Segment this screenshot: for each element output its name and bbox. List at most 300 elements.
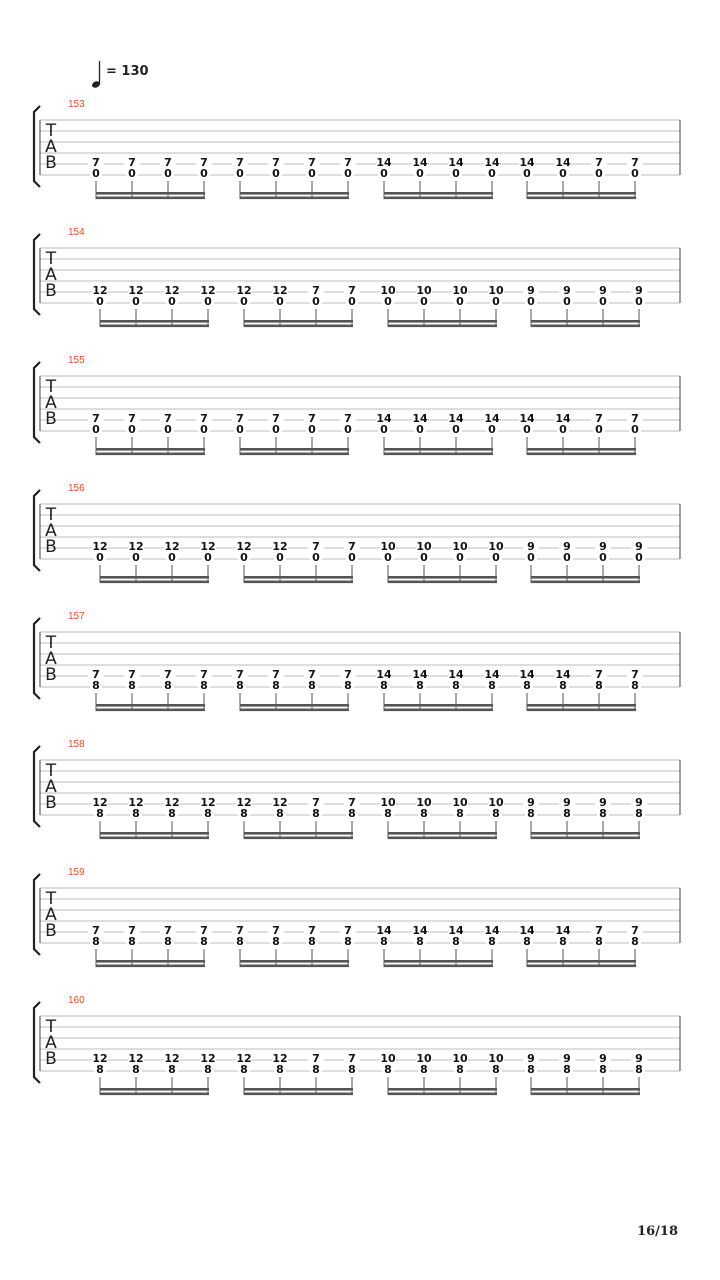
fret-number-bottom: 8 [380, 679, 388, 692]
fret-number-top: 7 [631, 156, 639, 169]
fret-number-top: 7 [312, 796, 320, 809]
beam-primary [531, 1088, 640, 1091]
beam-secondary [100, 1093, 209, 1096]
beam-secondary [96, 197, 205, 200]
beam-primary [384, 704, 493, 707]
fret-number-top: 9 [563, 1052, 571, 1065]
tab-letter-b: B [45, 281, 57, 301]
fret-number-top: 12 [92, 796, 108, 809]
fret-number-top: 12 [164, 796, 180, 809]
fret-number-top: 7 [92, 924, 100, 937]
beam-secondary [244, 837, 353, 840]
fret-number-bottom: 0 [631, 423, 639, 436]
beam-secondary [531, 837, 640, 840]
fret-number-bottom: 8 [200, 679, 208, 692]
beam-secondary [240, 965, 349, 968]
system-153 [34, 99, 680, 199]
fret-number-bottom: 0 [348, 295, 356, 308]
fret-number-bottom: 8 [492, 807, 500, 820]
measure-number: 158 [68, 739, 85, 750]
measure-number: 153 [68, 99, 85, 110]
fret-number-top: 7 [200, 412, 208, 425]
fret-number-top: 14 [519, 156, 535, 169]
fret-number-top: 12 [236, 796, 252, 809]
fret-number-top: 14 [376, 924, 392, 937]
beam-secondary [388, 325, 497, 328]
tab-letter-b: B [45, 409, 57, 429]
beam-primary [240, 448, 349, 451]
fret-number-bottom: 8 [559, 935, 567, 948]
beam-primary [388, 1088, 497, 1091]
fret-number-top: 10 [380, 796, 396, 809]
fret-number-bottom: 8 [164, 679, 172, 692]
beam-primary [240, 192, 349, 195]
fret-number-top: 14 [555, 412, 571, 425]
fret-number-top: 12 [92, 284, 108, 297]
fret-number-bottom: 8 [344, 935, 352, 948]
tab-letter-a: A [45, 905, 57, 925]
beam-secondary [388, 1093, 497, 1096]
fret-number-bottom: 8 [132, 1063, 140, 1076]
beam-secondary [100, 325, 209, 328]
tab-letter-t: T [45, 633, 57, 653]
fret-number-bottom: 8 [595, 679, 603, 692]
tab-letter-b: B [45, 1049, 57, 1069]
fret-number-bottom: 0 [312, 551, 320, 564]
system-158 [34, 739, 680, 839]
system-160 [34, 995, 680, 1095]
tab-letter-t: T [45, 1017, 57, 1037]
beam-primary [244, 320, 353, 323]
fret-number-top: 12 [236, 1052, 252, 1065]
beam-secondary [384, 709, 493, 712]
fret-number-bottom: 8 [128, 935, 136, 948]
fret-number-bottom: 0 [164, 423, 172, 436]
fret-number-bottom: 0 [456, 295, 464, 308]
fret-number-top: 12 [200, 540, 216, 553]
fret-number-top: 14 [448, 412, 464, 425]
fret-number-bottom: 0 [168, 551, 176, 564]
system-155 [34, 355, 680, 455]
page-number: 16/18 [637, 1224, 678, 1239]
beam-primary [384, 192, 493, 195]
fret-number-top: 10 [416, 796, 432, 809]
fret-number-top: 14 [484, 924, 500, 937]
fret-number-bottom: 0 [92, 167, 100, 180]
fret-number-top: 12 [128, 284, 144, 297]
fret-number-top: 7 [92, 412, 100, 425]
fret-number-top: 7 [272, 156, 280, 169]
fret-number-top: 12 [272, 540, 288, 553]
fret-number-top: 7 [595, 668, 603, 681]
fret-number-top: 14 [519, 924, 535, 937]
system-159 [34, 867, 680, 967]
fret-number-bottom: 0 [384, 295, 392, 308]
fret-number-bottom: 8 [452, 679, 460, 692]
fret-number-top: 7 [348, 284, 356, 297]
fret-number-top: 14 [448, 668, 464, 681]
beam-secondary [384, 197, 493, 200]
fret-number-bottom: 0 [200, 167, 208, 180]
fret-number-bottom: 8 [128, 679, 136, 692]
fret-number-top: 10 [488, 540, 504, 553]
fret-number-bottom: 8 [204, 807, 212, 820]
tab-letter-a: A [45, 777, 57, 797]
fret-number-bottom: 0 [236, 167, 244, 180]
staff-brace [34, 362, 40, 443]
fret-number-bottom: 0 [488, 167, 496, 180]
fret-number-bottom: 0 [527, 295, 535, 308]
fret-number-bottom: 8 [276, 1063, 284, 1076]
fret-number-bottom: 0 [492, 295, 500, 308]
fret-number-top: 14 [555, 924, 571, 937]
fret-number-top: 10 [380, 540, 396, 553]
fret-number-bottom: 8 [308, 679, 316, 692]
fret-number-top: 14 [376, 412, 392, 425]
beam-secondary [384, 453, 493, 456]
fret-number-bottom: 0 [132, 551, 140, 564]
fret-number-bottom: 8 [631, 935, 639, 948]
fret-number-bottom: 0 [240, 551, 248, 564]
beam-primary [244, 576, 353, 579]
tab-letter-t: T [45, 889, 57, 909]
fret-number-top: 7 [631, 924, 639, 937]
fret-number-bottom: 0 [527, 551, 535, 564]
fret-number-top: 7 [128, 924, 136, 937]
fret-number-top: 14 [376, 156, 392, 169]
fret-number-top: 12 [200, 796, 216, 809]
fret-number-top: 14 [484, 412, 500, 425]
fret-number-top: 9 [599, 1052, 607, 1065]
fret-number-top: 7 [236, 668, 244, 681]
fret-number-top: 7 [308, 156, 316, 169]
fret-number-bottom: 0 [523, 423, 531, 436]
beam-primary [388, 576, 497, 579]
fret-number-bottom: 0 [132, 295, 140, 308]
beam-secondary [96, 453, 205, 456]
beam-primary [527, 448, 636, 451]
beam-primary [531, 320, 640, 323]
beam-secondary [531, 581, 640, 584]
fret-number-top: 7 [344, 668, 352, 681]
fret-number-bottom: 8 [380, 935, 388, 948]
fret-number-bottom: 8 [635, 1063, 643, 1076]
tab-letter-a: A [45, 137, 57, 157]
fret-number-bottom: 8 [308, 935, 316, 948]
fret-number-top: 10 [488, 796, 504, 809]
beam-primary [100, 1088, 209, 1091]
fret-number-top: 7 [631, 412, 639, 425]
fret-number-bottom: 0 [420, 295, 428, 308]
beam-secondary [100, 581, 209, 584]
staff-brace [34, 490, 40, 571]
fret-number-bottom: 0 [599, 551, 607, 564]
fret-number-bottom: 0 [164, 167, 172, 180]
beam-secondary [527, 197, 636, 200]
fret-number-top: 10 [452, 796, 468, 809]
systems [34, 99, 680, 1095]
fret-number-bottom: 8 [168, 1063, 176, 1076]
fret-number-bottom: 8 [384, 1063, 392, 1076]
fret-number-bottom: 8 [420, 1063, 428, 1076]
fret-number-top: 7 [595, 412, 603, 425]
fret-number-top: 7 [164, 924, 172, 937]
fret-number-top: 7 [272, 412, 280, 425]
fret-number-top: 14 [412, 412, 428, 425]
fret-number-bottom: 0 [559, 167, 567, 180]
tab-letter-b: B [45, 665, 57, 685]
fret-number-top: 7 [272, 668, 280, 681]
fret-number-bottom: 0 [595, 167, 603, 180]
staff-brace [34, 1002, 40, 1083]
fret-number-top: 7 [200, 924, 208, 937]
fret-number-bottom: 0 [308, 423, 316, 436]
beam-primary [96, 192, 205, 195]
fret-number-bottom: 0 [384, 551, 392, 564]
fret-number-top: 9 [635, 284, 643, 297]
beam-secondary [527, 965, 636, 968]
fret-number-top: 14 [484, 156, 500, 169]
fret-number-top: 7 [631, 668, 639, 681]
fret-number-bottom: 0 [599, 295, 607, 308]
fret-number-bottom: 0 [236, 423, 244, 436]
staff-brace [34, 746, 40, 827]
fret-number-bottom: 0 [456, 551, 464, 564]
fret-number-top: 10 [416, 284, 432, 297]
fret-number-bottom: 0 [128, 167, 136, 180]
fret-number-bottom: 8 [344, 679, 352, 692]
beam-primary [531, 576, 640, 579]
fret-number-bottom: 0 [380, 167, 388, 180]
fret-number-bottom: 0 [96, 551, 104, 564]
beam-primary [96, 448, 205, 451]
fret-number-top: 7 [595, 924, 603, 937]
fret-number-bottom: 8 [272, 679, 280, 692]
fret-number-bottom: 8 [200, 935, 208, 948]
staff-brace [34, 874, 40, 955]
fret-number-bottom: 8 [164, 935, 172, 948]
fret-number-bottom: 0 [276, 295, 284, 308]
tab-letter-a: A [45, 649, 57, 669]
tempo-marking [91, 61, 149, 89]
staff-brace [34, 234, 40, 315]
fret-number-top: 7 [164, 156, 172, 169]
fret-number-bottom: 0 [344, 167, 352, 180]
beam-secondary [240, 197, 349, 200]
fret-number-bottom: 0 [595, 423, 603, 436]
staff-brace [34, 106, 40, 187]
beam-primary [384, 448, 493, 451]
fret-number-bottom: 8 [635, 807, 643, 820]
fret-number-bottom: 8 [276, 807, 284, 820]
fret-number-bottom: 8 [240, 1063, 248, 1076]
fret-number-bottom: 8 [488, 935, 496, 948]
fret-number-top: 12 [164, 284, 180, 297]
fret-number-bottom: 8 [92, 679, 100, 692]
fret-number-top: 14 [448, 924, 464, 937]
fret-number-bottom: 8 [559, 679, 567, 692]
tab-letter-a: A [45, 265, 57, 285]
beam-secondary [388, 581, 497, 584]
fret-number-top: 10 [488, 284, 504, 297]
tab-letter-a: A [45, 393, 57, 413]
fret-number-bottom: 0 [276, 551, 284, 564]
beam-secondary [384, 965, 493, 968]
fret-number-bottom: 8 [92, 935, 100, 948]
fret-number-top: 9 [527, 540, 535, 553]
fret-number-top: 12 [128, 540, 144, 553]
fret-number-bottom: 0 [204, 295, 212, 308]
fret-number-bottom: 8 [492, 1063, 500, 1076]
fret-number-bottom: 0 [635, 551, 643, 564]
fret-number-top: 12 [200, 284, 216, 297]
fret-number-bottom: 0 [420, 551, 428, 564]
beam-secondary [531, 325, 640, 328]
fret-number-bottom: 0 [308, 167, 316, 180]
fret-number-bottom: 8 [599, 807, 607, 820]
fret-number-top: 9 [599, 540, 607, 553]
fret-number-bottom: 8 [563, 807, 571, 820]
fret-number-top: 7 [348, 1052, 356, 1065]
beam-primary [388, 320, 497, 323]
tab-letter-t: T [45, 121, 57, 141]
fret-number-top: 7 [128, 156, 136, 169]
fret-number-bottom: 8 [240, 807, 248, 820]
fret-number-top: 9 [527, 1052, 535, 1065]
fret-number-bottom: 8 [416, 935, 424, 948]
beam-primary [244, 1088, 353, 1091]
fret-number-top: 7 [236, 412, 244, 425]
fret-number-bottom: 0 [92, 423, 100, 436]
beam-secondary [100, 837, 209, 840]
fret-number-top: 14 [555, 668, 571, 681]
fret-number-bottom: 0 [523, 167, 531, 180]
fret-number-top: 7 [595, 156, 603, 169]
beam-secondary [96, 709, 205, 712]
tab-letter-b: B [45, 153, 57, 173]
fret-number-bottom: 8 [96, 1063, 104, 1076]
beam-primary [96, 960, 205, 963]
fret-number-bottom: 0 [492, 551, 500, 564]
fret-number-bottom: 0 [312, 295, 320, 308]
fret-number-bottom: 0 [416, 167, 424, 180]
fret-number-top: 10 [416, 1052, 432, 1065]
fret-number-bottom: 8 [348, 807, 356, 820]
beam-secondary [527, 709, 636, 712]
fret-number-bottom: 0 [128, 423, 136, 436]
beam-primary [100, 832, 209, 835]
fret-number-top: 7 [308, 924, 316, 937]
fret-number-bottom: 8 [631, 679, 639, 692]
beam-secondary [240, 453, 349, 456]
beam-primary [100, 320, 209, 323]
fret-number-top: 14 [448, 156, 464, 169]
fret-number-bottom: 8 [420, 807, 428, 820]
measure-number: 159 [68, 867, 85, 878]
beam-primary [100, 576, 209, 579]
fret-number-top: 7 [344, 156, 352, 169]
fret-number-top: 7 [92, 668, 100, 681]
quarter-note-icon [91, 61, 101, 89]
fret-number-bottom: 0 [96, 295, 104, 308]
measure-number: 160 [68, 995, 85, 1006]
tab-letter-b: B [45, 537, 57, 557]
fret-number-top: 12 [272, 284, 288, 297]
fret-number-top: 12 [164, 540, 180, 553]
fret-number-bottom: 0 [272, 167, 280, 180]
tab-letter-b: B [45, 793, 57, 813]
fret-number-top: 9 [599, 284, 607, 297]
fret-number-top: 7 [128, 668, 136, 681]
fret-number-bottom: 8 [527, 807, 535, 820]
beam-secondary [388, 837, 497, 840]
fret-number-bottom: 0 [452, 423, 460, 436]
fret-number-bottom: 8 [132, 807, 140, 820]
fret-number-top: 10 [452, 540, 468, 553]
fret-number-bottom: 8 [456, 1063, 464, 1076]
beam-secondary [96, 965, 205, 968]
fret-number-top: 9 [563, 284, 571, 297]
fret-number-top: 12 [272, 796, 288, 809]
fret-number-top: 9 [527, 796, 535, 809]
fret-number-top: 9 [527, 284, 535, 297]
fret-number-bottom: 8 [527, 1063, 535, 1076]
fret-number-bottom: 8 [416, 679, 424, 692]
fret-number-top: 12 [128, 1052, 144, 1065]
fret-number-top: 10 [380, 284, 396, 297]
fret-number-top: 10 [488, 1052, 504, 1065]
fret-number-top: 12 [128, 796, 144, 809]
fret-number-bottom: 8 [456, 807, 464, 820]
fret-number-bottom: 8 [312, 1063, 320, 1076]
fret-number-top: 14 [412, 156, 428, 169]
tab-letter-b: B [45, 921, 57, 941]
fret-number-top: 7 [348, 796, 356, 809]
fret-number-top: 7 [128, 412, 136, 425]
fret-number-top: 12 [164, 1052, 180, 1065]
fret-number-bottom: 0 [563, 551, 571, 564]
tab-letter-a: A [45, 1033, 57, 1053]
fret-number-top: 7 [308, 412, 316, 425]
fret-number-bottom: 8 [236, 679, 244, 692]
fret-number-top: 10 [452, 284, 468, 297]
fret-number-top: 7 [312, 284, 320, 297]
fret-number-top: 9 [635, 796, 643, 809]
fret-number-top: 7 [92, 156, 100, 169]
fret-number-top: 10 [416, 540, 432, 553]
fret-number-bottom: 8 [452, 935, 460, 948]
fret-number-bottom: 0 [348, 551, 356, 564]
fret-number-bottom: 0 [168, 295, 176, 308]
fret-number-top: 9 [563, 540, 571, 553]
beam-primary [384, 960, 493, 963]
fret-number-top: 7 [164, 412, 172, 425]
fret-number-bottom: 8 [168, 807, 176, 820]
fret-number-top: 7 [236, 156, 244, 169]
fret-number-bottom: 0 [631, 167, 639, 180]
fret-number-top: 12 [92, 540, 108, 553]
beam-primary [388, 832, 497, 835]
fret-number-top: 10 [380, 1052, 396, 1065]
tab-letter-a: A [45, 521, 57, 541]
fret-number-bottom: 0 [344, 423, 352, 436]
fret-number-bottom: 0 [200, 423, 208, 436]
fret-number-bottom: 8 [348, 1063, 356, 1076]
fret-number-top: 12 [236, 284, 252, 297]
beam-secondary [244, 581, 353, 584]
fret-number-top: 9 [599, 796, 607, 809]
tab-letter-t: T [45, 377, 57, 397]
